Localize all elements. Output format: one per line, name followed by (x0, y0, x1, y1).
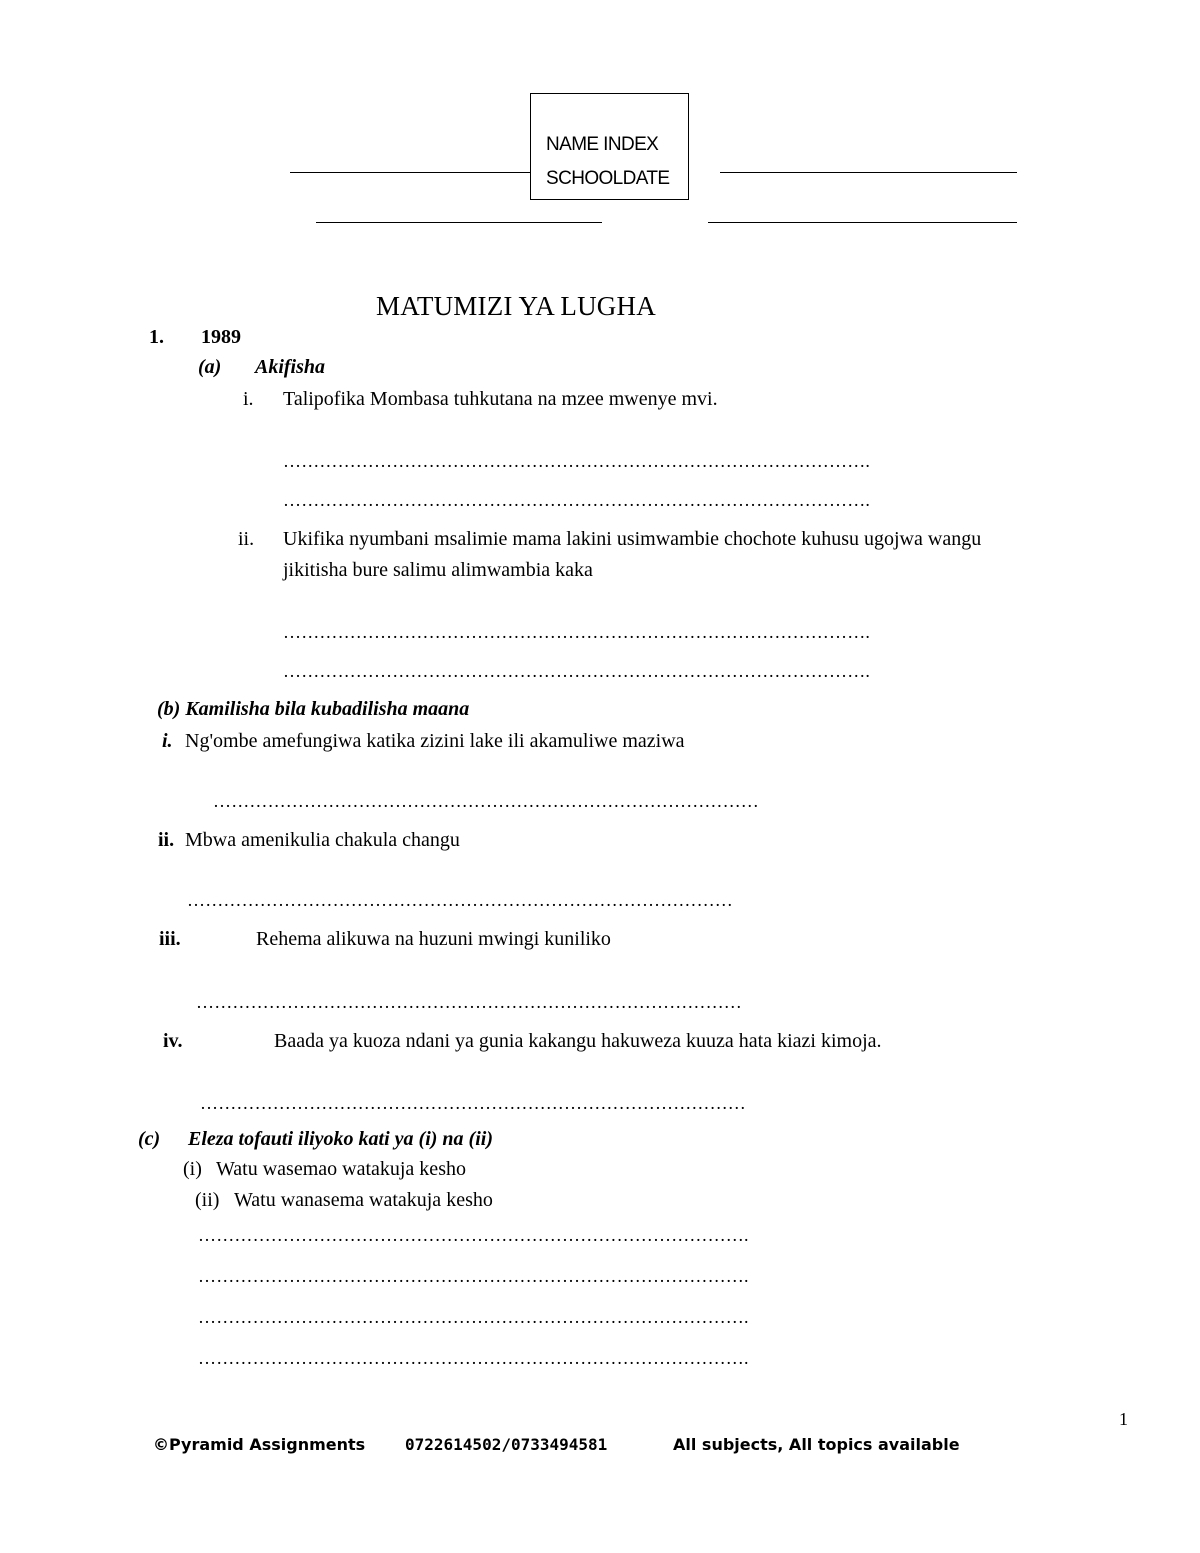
answer-line[interactable]: ……………………………………………………………………………………. (283, 622, 871, 642)
answer-line[interactable]: ………………………………………………………………………………. (198, 1307, 749, 1327)
footer-tagline: All subjects, All topics available (673, 1435, 960, 1454)
answer-line[interactable]: ………………………………………………………………………………. (198, 1348, 749, 1368)
answer-line[interactable]: ……………………………………………………………………………………. (283, 661, 871, 681)
part-a-item-1-number: i. (243, 388, 254, 410)
part-c-label: (c) (138, 1128, 161, 1150)
answer-line[interactable]: ……………………………………………………………………………………. (283, 490, 871, 510)
footer-phones: 0722614502/0733494581 (405, 1435, 608, 1454)
part-a-item-2-text-line1: Ukifika nyumbani msalimie mama lakini usimwambie chochote kuhusu ugojwa wangu (283, 528, 982, 550)
part-b-item-4-text: Baada ya kuoza ndani ya gunia kakangu hakuweza kuuza hata kiazi kimoja. (274, 1030, 882, 1052)
question-number: 1. (149, 326, 164, 348)
part-b-heading: (b) Kamilisha bila kubadilisha maana (157, 698, 470, 720)
box-label-school-date: SCHOOLDATE (546, 168, 670, 189)
part-b-item-3-text: Rehema alikuwa na huzuni mwingi kuniliko (256, 928, 611, 950)
part-c-item-2-number: (ii) (195, 1189, 220, 1211)
page-title: MATUMIZI YA LUGHA (376, 291, 656, 321)
part-c-item-2-text: Watu wanasema watakuja kesho (234, 1189, 493, 1211)
part-a-item-2-text-line2: jikitisha bure salimu alimwambia kaka (283, 559, 593, 581)
part-b-item-4-number: iv. (163, 1030, 183, 1052)
index-line (720, 172, 1017, 173)
box-label-name-index: NAME INDEX (546, 134, 659, 155)
name-line (290, 172, 530, 173)
answer-line[interactable]: ………………………………………………………………………………. (198, 1225, 749, 1245)
school-line (316, 222, 602, 223)
question-year: 1989 (201, 326, 241, 348)
footer-brand: ©Pyramid Assignments (153, 1435, 366, 1454)
part-a-label: (a) (198, 356, 222, 378)
date-line (708, 222, 1017, 223)
part-a-item-2-number: ii. (238, 528, 255, 550)
part-b-item-2-number: ii. (158, 829, 175, 851)
part-c-item-1-number: (i) (183, 1158, 202, 1180)
part-b-item-2-text: Mbwa amenikulia chakula changu (185, 829, 460, 851)
part-c-item-1-text: Watu wasemao watakuja kesho (216, 1158, 466, 1180)
answer-line[interactable]: ……………………………………………………………………………… (196, 992, 742, 1012)
answer-line[interactable]: ……………………………………………………………………………………. (283, 451, 871, 471)
page-number: 1 (1119, 1409, 1128, 1429)
part-a-heading: Akifisha (255, 356, 326, 378)
answer-line[interactable]: ……………………………………………………………………………… (200, 1093, 746, 1113)
part-a-item-1-text: Talipofika Mombasa tuhkutana na mzee mwenye mvi. (283, 388, 718, 410)
part-b-item-3-number: iii. (159, 928, 181, 950)
part-b-item-1-text: Ng'ombe amefungiwa katika zizini lake ili akamuliwe maziwa (185, 730, 685, 752)
answer-line[interactable]: ……………………………………………………………………………… (187, 890, 733, 910)
part-c-heading: Eleza tofauti iliyoko kati ya (i) na (ii) (188, 1128, 493, 1150)
answer-line[interactable]: ………………………………………………………………………………. (198, 1266, 749, 1286)
answer-line[interactable]: ……………………………………………………………………………… (213, 791, 759, 811)
part-b-item-1-number: i. (162, 730, 173, 752)
